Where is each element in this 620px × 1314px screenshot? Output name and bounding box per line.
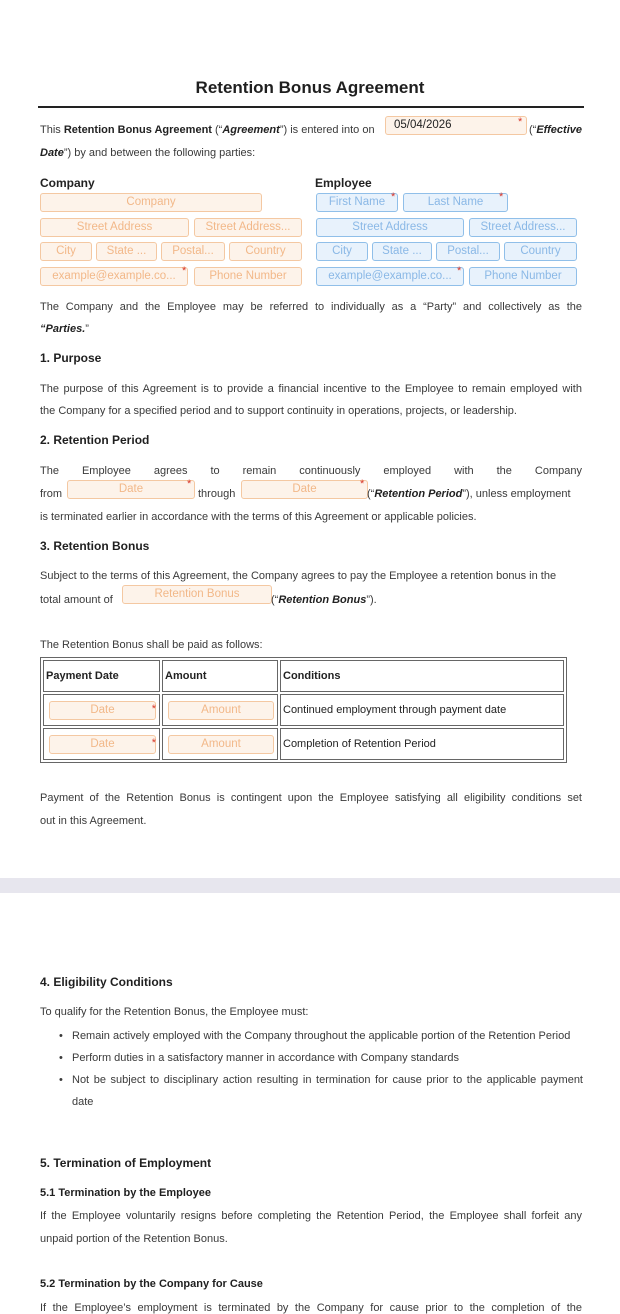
required-asterisk: *	[182, 265, 187, 277]
section-1-line-2: the Company for a specified period and to support continuity in operations, projects, or leadership.	[40, 405, 517, 417]
table-header-cell: Amount	[162, 660, 278, 692]
intro-effective-open	[529, 119, 582, 141]
parties-text-line-2	[40, 318, 89, 340]
intro-line-2	[40, 142, 255, 164]
section-5-heading: 5. Termination of Employment	[40, 1156, 212, 1170]
company-phone-field[interactable]: Phone Number	[194, 267, 302, 286]
company-state-field[interactable]: State ...	[96, 242, 157, 261]
bullet-icon: •	[59, 1074, 63, 1086]
employee-phone-field[interactable]: Phone Number	[469, 267, 577, 286]
company-street2-field[interactable]: Street Address...	[194, 218, 302, 237]
section-2-heading: 2. Retention Period	[40, 433, 150, 447]
list-item	[56, 1047, 583, 1069]
company-postal-field[interactable]: Postal...	[161, 242, 225, 261]
required-asterisk: *	[499, 191, 504, 203]
page-title: Retention Bonus Agreement	[195, 78, 425, 97]
employee-street2-field[interactable]: Street Address...	[469, 218, 577, 237]
section-3-line-1: Subject to the terms of this Agreement, the Company agrees to pay the Employee a retention bonus in the	[40, 570, 557, 582]
section-3-text: (“	[271, 594, 279, 606]
list-item	[56, 1069, 583, 1113]
required-asterisk: *	[457, 265, 462, 277]
section-5-1-heading: 5.1 Termination by the Employee	[40, 1187, 211, 1199]
section-5-2-line-1: If the Employee’s employment is terminated by the Company for cause prior to the completion of the	[40, 1302, 582, 1314]
intro-effective-term: Effective	[536, 124, 582, 136]
payment-schedule-table	[40, 657, 567, 763]
bullet-icon: •	[59, 1052, 63, 1064]
company-street-field[interactable]: Street Address	[40, 218, 189, 237]
section-2-text: ”), unless employment	[462, 488, 571, 500]
section-1-heading: 1. Purpose	[40, 351, 102, 365]
effective-date-field[interactable]: 05/04/2026	[385, 116, 527, 135]
intro-agreement-name: Retention Bonus Agreement	[63, 124, 212, 136]
employee-city-field[interactable]: City	[316, 242, 368, 261]
intro-text: This	[40, 124, 64, 136]
parties-text-line-1: The Company and the Employee may be referred to individually as a “Party” and collectively as the	[40, 301, 582, 313]
list-item-text: Perform duties in a satisfactory manner in accordance with Company standards	[72, 1052, 460, 1064]
section-2-text: (“	[367, 488, 375, 500]
parties-term: “Parties.	[40, 323, 86, 335]
section-5-1-line-1: If the Employee voluntarily resigns before completing the Retention Period, the Employee shall forfeit any	[40, 1210, 582, 1222]
section-3-total-text: total amount of	[40, 594, 113, 606]
employee-street-field[interactable]: Street Address	[316, 218, 464, 237]
company-city-field[interactable]: City	[40, 242, 92, 261]
retention-end-date-field[interactable]: Date	[241, 480, 368, 499]
section-2-through: through	[198, 488, 236, 500]
section-5-1-line-2: unpaid portion of the Retention Bonus.	[40, 1233, 228, 1245]
required-asterisk: *	[187, 478, 192, 490]
table-row	[43, 694, 564, 726]
employee-state-field[interactable]: State ...	[372, 242, 432, 261]
employee-first-name-field[interactable]: First Name	[316, 193, 398, 212]
section-5-2-heading: 5.2 Termination by the Company for Cause	[40, 1278, 263, 1290]
employee-last-name-field[interactable]: Last Name	[403, 193, 508, 212]
retention-bonus-field[interactable]: Retention Bonus	[122, 585, 272, 604]
payment-amount-field[interactable]: Amount	[168, 701, 274, 720]
bullet-icon: •	[59, 1030, 63, 1042]
section-1-line-1: The purpose of this Agreement is to provide a financial incentive to the Employee to remain employed with	[40, 383, 582, 395]
section-3-text: ”).	[366, 594, 377, 606]
payment-amount-field[interactable]: Amount	[168, 735, 274, 754]
section-2-from: from	[40, 488, 62, 500]
section-2-rp	[367, 483, 571, 505]
company-name-field[interactable]: Company	[40, 193, 262, 212]
employee-country-field[interactable]: Country	[504, 242, 577, 261]
table-cell	[162, 728, 278, 760]
title-divider	[38, 106, 584, 108]
required-asterisk: *	[391, 191, 396, 203]
contingent-line-2: out in this Agreement.	[40, 815, 147, 827]
company-country-field[interactable]: Country	[229, 242, 302, 261]
required-asterisk: *	[518, 116, 523, 128]
table-cell	[43, 728, 160, 760]
payment-schedule-intro: The Retention Bonus shall be paid as follows:	[40, 639, 263, 651]
intro-text: ”) by and between the following parties:	[63, 147, 256, 159]
intro-agreement-term: Agreement	[222, 124, 280, 136]
employee-email-field[interactable]: example@example.co...	[316, 267, 464, 286]
employee-heading: Employee	[315, 176, 372, 190]
intro-text: (“	[529, 124, 537, 136]
list-item-text: Remain actively employed with the Company throughout the applicable portion of the Retention Period	[72, 1030, 571, 1042]
contingent-line-1: Payment of the Retention Bonus is contingent upon the Employee satisfying all eligibility conditions set	[40, 792, 582, 804]
required-asterisk: *	[151, 737, 156, 749]
section-4-heading: 4. Eligibility Conditions	[40, 975, 173, 989]
table-cell: Continued employment through payment date	[280, 694, 564, 726]
section-3-bonus-term	[271, 589, 377, 611]
list-item	[56, 1025, 583, 1047]
section-2-line-3: is terminated earlier in accordance with the terms of this Agreement or applicable policies.	[40, 511, 477, 523]
table-header-row	[43, 660, 564, 692]
table-header-cell: Payment Date	[43, 660, 160, 692]
intro-text: ”) is entered into on	[279, 124, 375, 136]
retention-bonus-term: Retention Bonus	[278, 594, 367, 606]
table-cell	[162, 694, 278, 726]
payment-date-field[interactable]: Date	[49, 735, 156, 754]
intro-date-term: Date	[40, 147, 64, 159]
table-cell: Completion of Retention Period	[280, 728, 564, 760]
parties-text: ”	[85, 323, 89, 335]
table-row	[43, 728, 564, 760]
section-2-line-1: The Employee agrees to remain continuously employed with the Company	[40, 465, 582, 477]
section-3-heading: 3. Retention Bonus	[40, 539, 150, 553]
list-item-text: Not be subject to disciplinary action resulting in termination for cause prior to the applicable payment date	[72, 1074, 583, 1108]
retention-start-date-field[interactable]: Date	[67, 480, 195, 499]
company-email-field[interactable]: example@example.co...	[40, 267, 188, 286]
required-asterisk: *	[151, 703, 156, 715]
employee-postal-field[interactable]: Postal...	[436, 242, 500, 261]
company-heading: Company	[40, 176, 95, 190]
table-header-cell: Conditions	[280, 660, 564, 692]
required-asterisk: *	[360, 478, 365, 490]
intro-text: (“	[211, 124, 223, 136]
payment-date-field[interactable]: Date	[49, 701, 156, 720]
retention-period-term: Retention Period	[374, 488, 463, 500]
section-4-intro: To qualify for the Retention Bonus, the Employee must:	[40, 1006, 309, 1018]
table-cell	[43, 694, 160, 726]
eligibility-list	[56, 1025, 583, 1113]
